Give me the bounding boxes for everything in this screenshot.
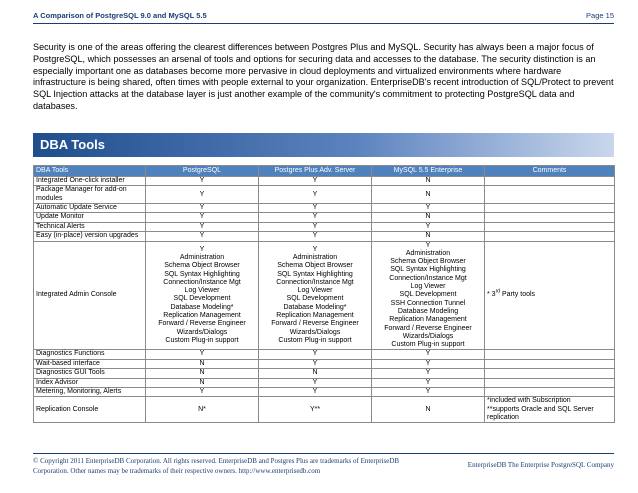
intro-paragraph: Security is one of the areas offering the clearest differences between Postgres Plus and MySQL. Security has always been a major focus of PostgreSQL, which possesses an arsenal of tools and options for securing data and accesses to the database. The security distinction is an especially important one as databases become more pervasive in cloud deployments and virtualized environments where hardware infrastructure is being shared, often times with people external to your organization. EnterpriseDB's recent introduction of SQL/Protect to prevent SQL Injection attacks at the database layer is just another example of the community's commitment to protecting PostgreSQL data and databases. (33, 42, 614, 111)
dba-tools-table (33, 165, 615, 423)
cell-tool: Wait-based interface (34, 359, 146, 368)
table-row (34, 213, 615, 222)
comment-line: *included with Subscription (487, 397, 571, 405)
feature-line: SQL Syntax Highlighting (164, 270, 240, 278)
col-header-tool: DBA Tools (34, 166, 146, 177)
cell-comment (485, 359, 615, 368)
cell-ppas: Y (259, 186, 372, 204)
cell-pg-features (146, 241, 259, 350)
cell-postgresql: Y (146, 232, 259, 241)
table-row (34, 232, 615, 241)
cell-postgresql: Y (146, 222, 259, 231)
table-header-row (34, 166, 615, 177)
col-header-ppas: Postgres Plus Adv. Server (259, 166, 372, 177)
feature-line: SQL Development (173, 295, 231, 303)
cell-ppas: Y** (259, 397, 372, 423)
cell-tool: Automatic Update Service (34, 203, 146, 212)
comment-superscript: rd (495, 289, 501, 295)
cell-comment (485, 177, 615, 186)
cell-tool: Diagnostics GUI Tools (34, 369, 146, 378)
cell-mysql: Y (372, 222, 485, 231)
cell-ppas: Y (259, 359, 372, 368)
feature-line: Y (425, 241, 431, 249)
table-row (34, 369, 615, 378)
cell-tool: Technical Alerts (34, 222, 146, 231)
table-row (34, 359, 615, 368)
cell-ppas: Y (259, 213, 372, 222)
table-row (34, 177, 615, 186)
section-title: DBA Tools (40, 137, 105, 152)
cell-ppas-features (259, 241, 372, 350)
feature-line: Custom Plug-in support (278, 336, 352, 344)
section-banner (33, 133, 614, 157)
feature-line: Database Modeling* (283, 303, 347, 311)
cell-ppas: Y (259, 387, 372, 396)
feature-line: Y (199, 245, 205, 253)
comment-line: **supports Oracle and SQL Server replication (487, 405, 594, 421)
cell-ppas: Y (259, 378, 372, 387)
cell-tool: Metering, Monitoring, Alerts (34, 387, 146, 396)
page-number: Page 15 (586, 11, 614, 20)
cell-comment (485, 387, 615, 396)
cell-mysql: Y (372, 350, 485, 359)
cell-comment (485, 203, 615, 212)
comment-text: * 3 (487, 291, 496, 299)
cell-tool: Index Advisor (34, 378, 146, 387)
feature-line: Custom Plug-in support (165, 336, 239, 344)
cell-comment (485, 222, 615, 231)
cell-postgresql: N (146, 378, 259, 387)
cell-mysql-features (372, 241, 485, 350)
cell-mysql: Y (372, 369, 485, 378)
feature-line: Connection/Instance Mgt (276, 278, 354, 286)
company-tagline: EnterpriseDB The Enterprise PostgreSQL Company (467, 461, 614, 469)
feature-line: SQL Development (286, 295, 344, 303)
feature-line: Administration (292, 253, 338, 261)
feature-line: Replication Management (276, 312, 354, 320)
table-row (34, 387, 615, 396)
cell-tool: Update Monitor (34, 213, 146, 222)
cell-mysql: Y (372, 387, 485, 396)
cell-ppas: N (259, 369, 372, 378)
feature-line: Y (312, 245, 318, 253)
feature-line: Custom Plug-in support (391, 341, 465, 349)
feature-line: Replication Management (389, 316, 467, 324)
feature-line: SSH Connection Tunnel (390, 299, 466, 307)
cell-mysql: Y (372, 378, 485, 387)
feature-line: Wizards/Dialogs (289, 328, 341, 336)
cell-mysql: Y (372, 359, 485, 368)
document-title: A Comparison of PostgreSQL 9.0 and MySQL 5.5 (33, 11, 207, 20)
feature-line: Administration (179, 253, 225, 261)
feature-line: Forward / Reverse Engineer (158, 320, 246, 328)
cell-postgresql: Y (146, 350, 259, 359)
cell-ppas: Y (259, 203, 372, 212)
feature-line: Schema Object Browser (390, 258, 466, 266)
cell-mysql: Y (372, 203, 485, 212)
col-header-comments: Comments (485, 166, 615, 177)
feature-line: Replication Management (163, 312, 241, 320)
cell-postgresql: Y (146, 203, 259, 212)
cell-ppas: Y (259, 222, 372, 231)
cell-tool: Replication Console (34, 397, 146, 423)
table-row-replication-console (34, 397, 615, 423)
col-header-mysql: MySQL 5.5 Enterprise (372, 166, 485, 177)
feature-line: SQL Syntax Highlighting (390, 266, 466, 274)
cell-comment (485, 397, 615, 423)
feature-line: Schema Object Browser (164, 262, 240, 270)
cell-tool: Package Manager for add-on modules (34, 186, 146, 204)
feature-line: Wizards/Dialogs (176, 328, 228, 336)
cell-comment (485, 241, 615, 350)
feature-line: Log Viewer (410, 283, 446, 291)
cell-comment (485, 350, 615, 359)
cell-mysql: N (372, 186, 485, 204)
feature-line: Administration (405, 249, 451, 257)
cell-postgresql: Y (146, 177, 259, 186)
page-header (33, 9, 614, 24)
cell-comment (485, 213, 615, 222)
feature-line: SQL Development (399, 291, 457, 299)
cell-ppas: Y (259, 177, 372, 186)
cell-comment (485, 232, 615, 241)
comment-text: Party tools (500, 291, 536, 299)
feature-line: Forward / Reverse Engineer (271, 320, 359, 328)
col-header-postgresql: PostgreSQL (146, 166, 259, 177)
feature-line: Database Modeling (397, 307, 459, 315)
cell-postgresql: Y (146, 186, 259, 204)
cell-postgresql: N (146, 369, 259, 378)
feature-line: SQL Syntax Highlighting (277, 270, 353, 278)
table-row (34, 203, 615, 212)
feature-line: Schema Object Browser (277, 262, 353, 270)
table-row (34, 350, 615, 359)
cell-mysql: N (372, 213, 485, 222)
table-row-admin-console (34, 241, 615, 350)
cell-tool: Diagnostics Functions (34, 350, 146, 359)
table-row (34, 186, 615, 204)
feature-line: Log Viewer (184, 287, 220, 295)
cell-postgresql: N* (146, 397, 259, 423)
cell-postgresql: Y (146, 387, 259, 396)
feature-line: Connection/Instance Mgt (389, 274, 467, 282)
cell-ppas: Y (259, 350, 372, 359)
cell-comment (485, 186, 615, 204)
cell-tool: Integrated Admin Console (34, 241, 146, 350)
feature-line: Database Modeling* (170, 303, 234, 311)
feature-line: Forward / Reverse Engineer (384, 324, 472, 332)
cell-mysql: N (372, 232, 485, 241)
cell-tool: Easy (in-place) version upgrades (34, 232, 146, 241)
cell-postgresql: N (146, 359, 259, 368)
cell-mysql: N (372, 177, 485, 186)
cell-postgresql: Y (146, 213, 259, 222)
copyright-notice: © Copyright 2011 EnterpriseDB Corporation. All rights reserved. EnterpriseDB and Postgres Plus are trademarks of EnterpriseDB Corporation. Other names may be trademarks of their respective owners. http://www.enterprisedb.com (33, 457, 400, 475)
feature-line: Connection/Instance Mgt (163, 278, 241, 286)
table-row (34, 378, 615, 387)
feature-line: Log Viewer (297, 287, 333, 295)
feature-line: Wizards/Dialogs (402, 332, 454, 340)
table-row (34, 222, 615, 231)
cell-comment (485, 378, 615, 387)
cell-tool: Integrated One-click installer (34, 177, 146, 186)
cell-mysql: N (372, 397, 485, 423)
page-footer (33, 453, 614, 475)
cell-ppas: Y (259, 232, 372, 241)
cell-comment (485, 369, 615, 378)
